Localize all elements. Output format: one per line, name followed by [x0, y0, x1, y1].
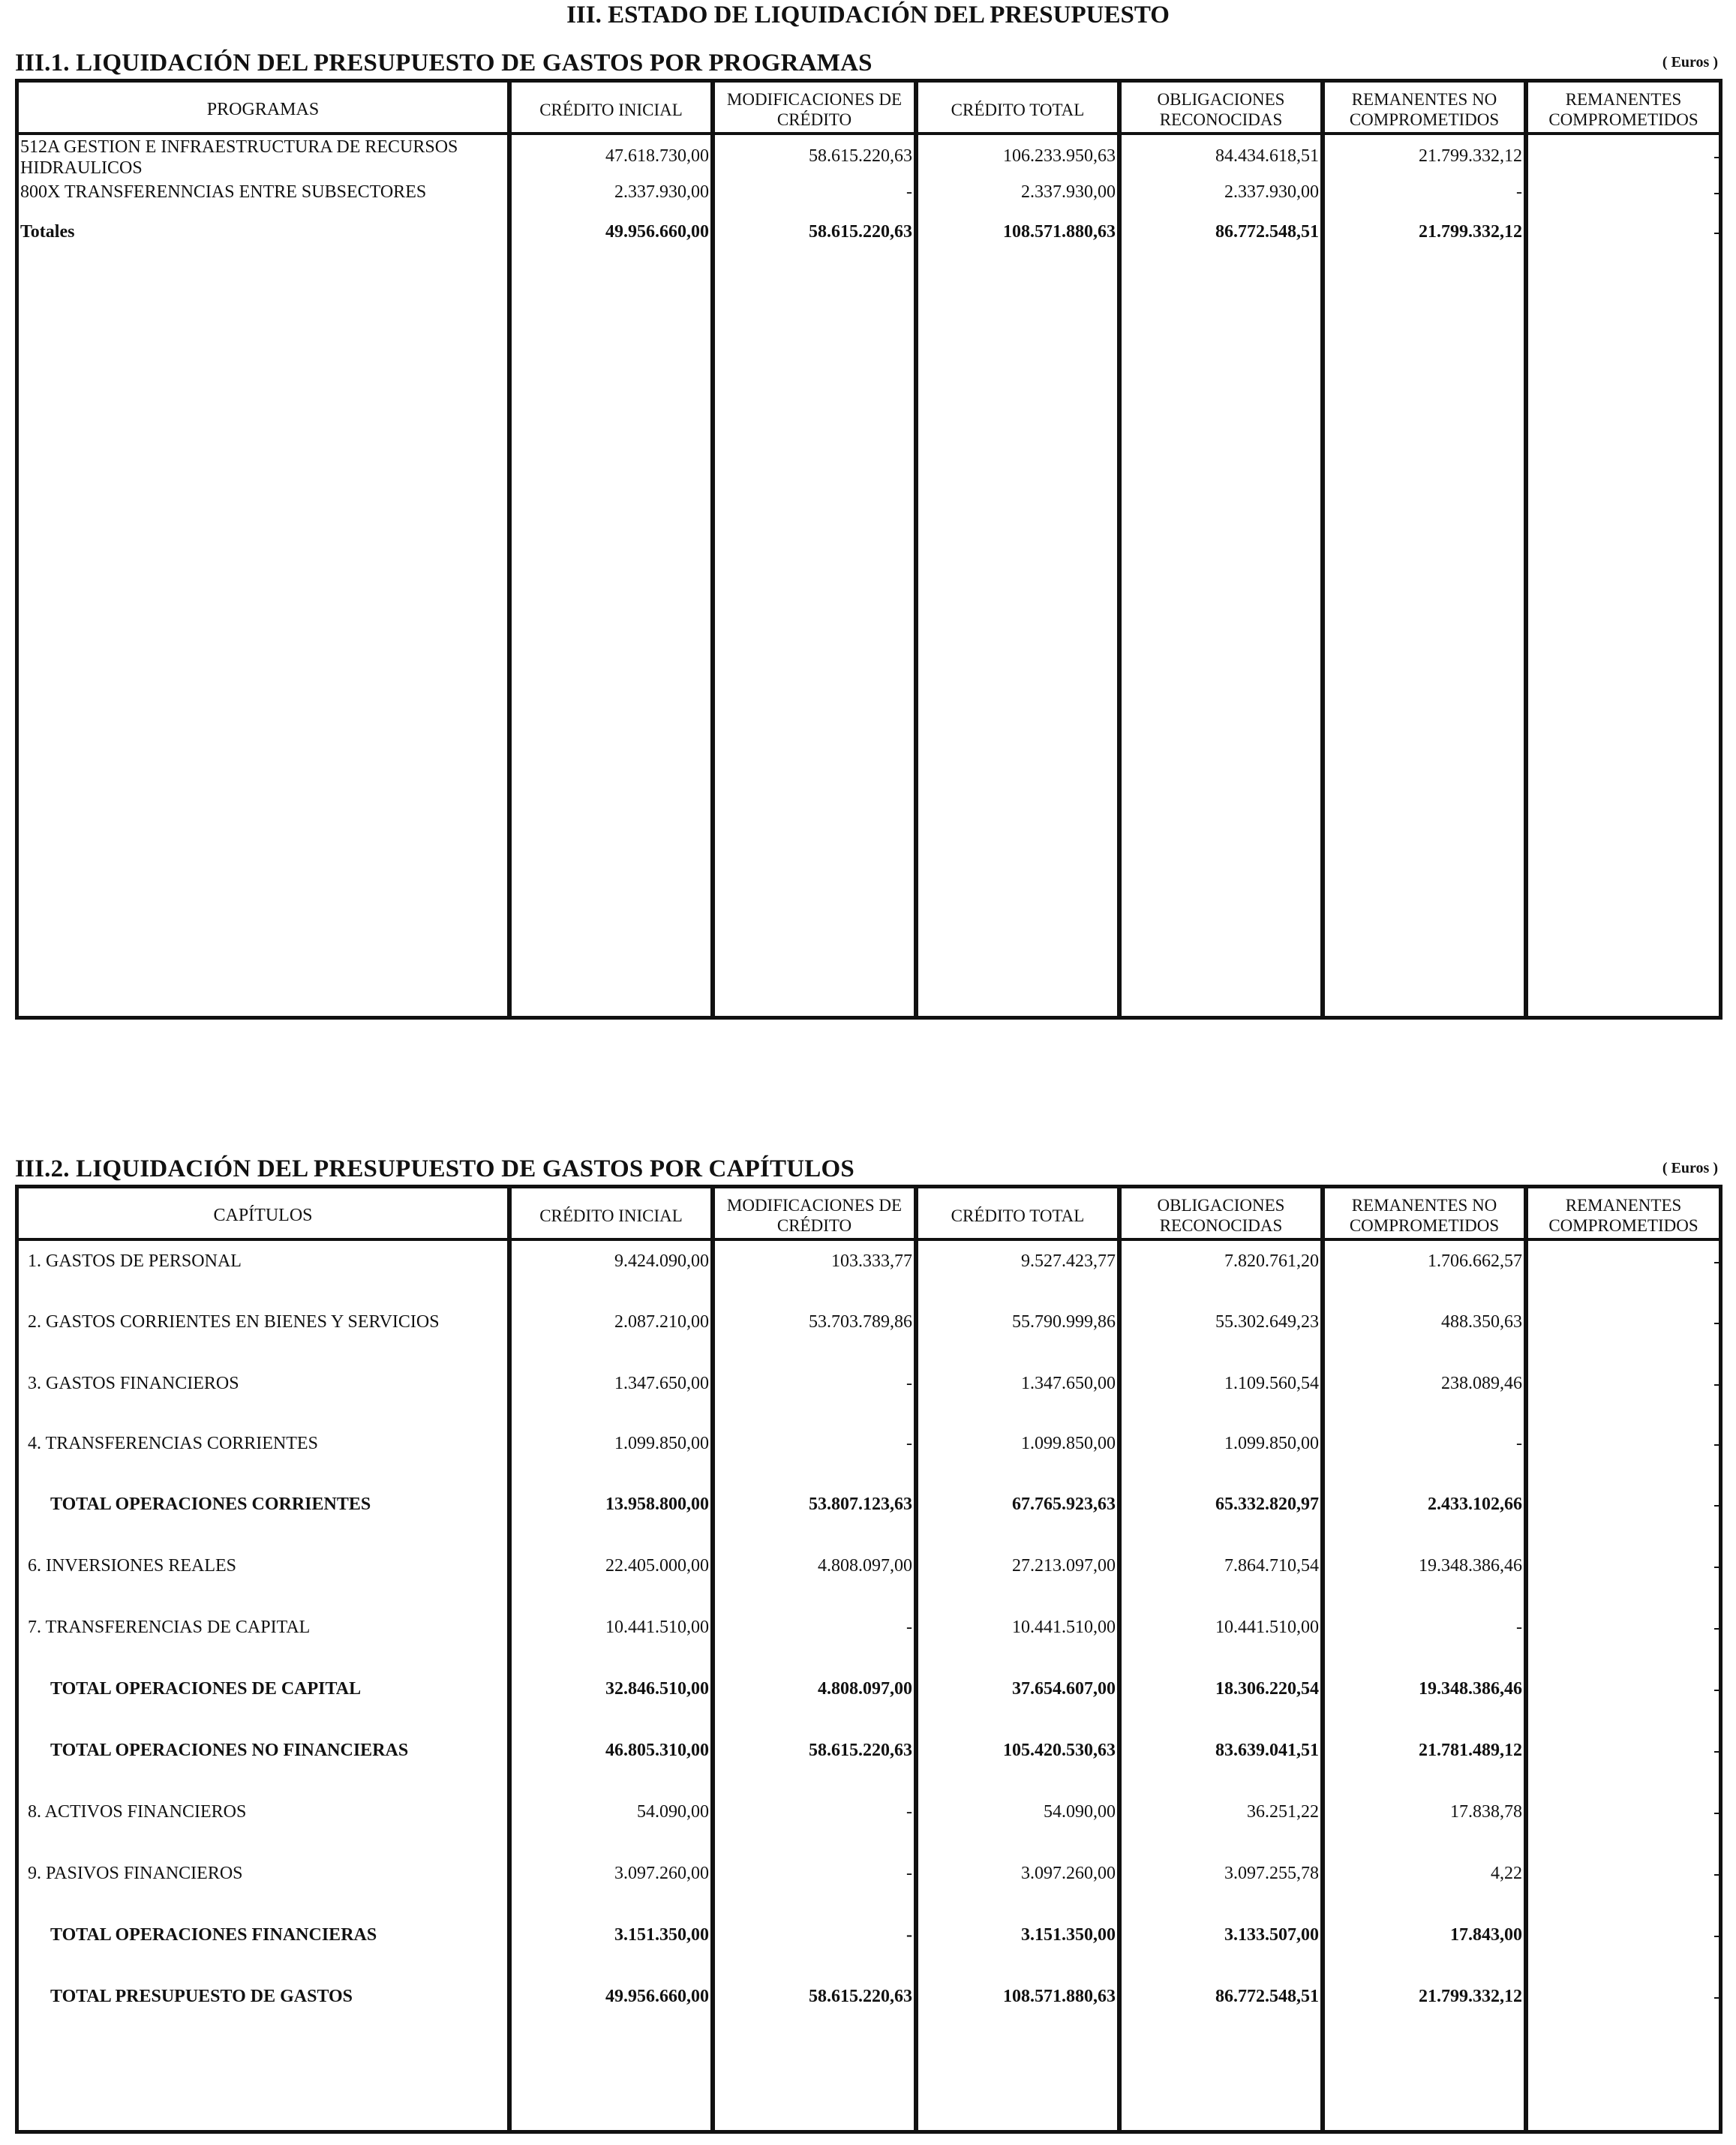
row-value: 37.654.607,00 — [1012, 1679, 1116, 1699]
row-value: - — [1516, 1434, 1522, 1453]
row-label: 2. GASTOS CORRIENTES EN BIENES Y SERVICIOS — [28, 1312, 440, 1332]
row-value: 2.337.930,00 — [1224, 182, 1319, 202]
column-header: OBLIGACIONES RECONOCIDAS — [1157, 90, 1285, 129]
table-row — [19, 1802, 1719, 1832]
row-value: 58.615.220,63 — [809, 1741, 912, 1760]
row-value: 488.350,63 — [1441, 1312, 1522, 1332]
row-value: 19.348.386,46 — [1419, 1556, 1522, 1576]
row-label: Totales — [20, 222, 75, 242]
row-value: 9.424.090,00 — [614, 1251, 709, 1271]
row-value: - — [906, 1864, 912, 1883]
row-value: 7.864.710,54 — [1224, 1556, 1319, 1576]
row-value: 21.781.489,12 — [1419, 1741, 1522, 1760]
row-value: 10.441.510,00 — [605, 1618, 709, 1637]
table-row — [19, 1251, 1719, 1281]
row-label: 6. INVERSIONES REALES — [28, 1556, 237, 1576]
table-row — [19, 1925, 1719, 1955]
column-header: PROGRAMAS — [206, 99, 320, 119]
row-value: 27.213.097,00 — [1012, 1556, 1116, 1576]
section1-title: III.1. LIQUIDACIÓN DEL PRESUPUESTO DE GASTOS POR PROGRAMAS — [15, 50, 873, 77]
row-value-dash — [1714, 1505, 1719, 1507]
table-row — [19, 182, 1719, 212]
row-value: 58.615.220,63 — [809, 146, 912, 166]
row-value-dash — [1714, 1444, 1719, 1446]
row-value: 3.097.255,78 — [1224, 1864, 1319, 1883]
row-value: 2.087.210,00 — [614, 1312, 709, 1332]
row-value: - — [906, 1374, 912, 1393]
table-row — [19, 1679, 1719, 1709]
column-header: CRÉDITO TOTAL — [951, 1206, 1085, 1225]
row-value: 58.615.220,63 — [809, 1987, 912, 2006]
row-value: 21.799.332,12 — [1419, 146, 1522, 166]
row-value: 103.333,77 — [831, 1251, 912, 1271]
header-divider — [19, 1238, 1719, 1241]
row-value: 55.302.649,23 — [1215, 1312, 1319, 1332]
row-value: - — [906, 1618, 912, 1637]
column-header: REMANENTES COMPROMETIDOS — [1548, 90, 1698, 129]
row-value: 53.807.123,63 — [809, 1495, 912, 1514]
row-label: 800X TRANSFERENNCIAS ENTRE SUBSECTORES — [20, 182, 427, 202]
row-value-dash — [1714, 1628, 1719, 1630]
column-header: REMANENTES COMPROMETIDOS — [1548, 1196, 1698, 1235]
row-value: 108.571.880,63 — [1003, 222, 1116, 242]
row-value: 4,22 — [1491, 1864, 1522, 1883]
row-value: 3.133.507,00 — [1224, 1925, 1319, 1945]
row-value: - — [1516, 182, 1522, 202]
chapters-table — [15, 1185, 1722, 2134]
row-value: - — [906, 182, 912, 202]
row-value-dash — [1714, 193, 1719, 194]
row-value: 1.347.650,00 — [614, 1374, 709, 1393]
row-value: 1.109.560,54 — [1224, 1374, 1319, 1393]
column-header: CRÉDITO INICIAL — [539, 1206, 683, 1225]
row-value: 13.958.800,00 — [605, 1495, 709, 1514]
table-row — [19, 222, 1719, 252]
row-value: 4.808.097,00 — [818, 1556, 912, 1576]
row-value: 3.151.350,00 — [1021, 1925, 1116, 1945]
row-value: 17.838,78 — [1450, 1802, 1522, 1822]
row-value: 54.090,00 — [637, 1802, 709, 1822]
row-value: 2.337.930,00 — [1021, 182, 1116, 202]
row-value: 47.618.730,00 — [605, 146, 709, 166]
row-value-dash — [1714, 1323, 1719, 1324]
row-value: 86.772.548,51 — [1215, 1987, 1319, 2006]
row-value: 55.790.999,86 — [1012, 1312, 1116, 1332]
row-value: 67.765.923,63 — [1012, 1495, 1116, 1514]
row-value-dash — [1714, 1813, 1719, 1814]
row-label: 512A GESTION E INFRAESTRUCTURA DE RECURSOS — [20, 137, 458, 157]
row-value-dash — [1714, 1936, 1719, 1937]
row-value: 54.090,00 — [1044, 1802, 1116, 1822]
row-value: 1.099.850,00 — [1224, 1434, 1319, 1453]
row-value: 32.846.510,00 — [605, 1679, 709, 1699]
row-label: 7. TRANSFERENCIAS DE CAPITAL — [28, 1618, 311, 1637]
table-row — [19, 1495, 1719, 1525]
table-row — [19, 1556, 1719, 1586]
table-row — [19, 1741, 1719, 1771]
table-row — [19, 1987, 1719, 2017]
row-value: 106.233.950,63 — [1003, 146, 1116, 166]
row-label: TOTAL OPERACIONES CORRIENTES — [50, 1495, 371, 1514]
row-value: 49.956.660,00 — [605, 222, 709, 242]
row-value: 3.097.260,00 — [614, 1864, 709, 1883]
row-value: 53.703.789,86 — [809, 1312, 912, 1332]
row-value: 36.251,22 — [1247, 1802, 1319, 1822]
column-header: REMANENTES NO COMPROMETIDOS — [1349, 1196, 1500, 1235]
row-value: 1.347.650,00 — [1021, 1374, 1116, 1393]
row-label: TOTAL OPERACIONES FINANCIERAS — [50, 1925, 377, 1945]
row-value: 19.348.386,46 — [1419, 1679, 1522, 1699]
row-value: 3.151.350,00 — [614, 1925, 709, 1945]
row-label-continued: HIDRAULICOS — [20, 158, 143, 178]
row-value: 84.434.618,51 — [1215, 146, 1319, 166]
row-value: 10.441.510,00 — [1012, 1618, 1116, 1637]
row-value: 2.337.930,00 — [614, 182, 709, 202]
table-row — [19, 1434, 1719, 1464]
table-row — [19, 137, 1719, 178]
header-divider — [19, 132, 1719, 135]
row-value: - — [906, 1434, 912, 1453]
row-value: 2.433.102,66 — [1428, 1495, 1522, 1514]
row-value-dash — [1714, 1690, 1719, 1691]
row-value: 21.799.332,12 — [1419, 1987, 1522, 2006]
row-value-dash — [1714, 1384, 1719, 1386]
row-value: 1.099.850,00 — [1021, 1434, 1116, 1453]
column-header: MODIFICACIONES DE CRÉDITO — [726, 90, 903, 129]
row-value: 86.772.548,51 — [1215, 222, 1319, 242]
column-header: CAPÍTULOS — [213, 1205, 313, 1225]
section2-unit-label: ( Euros ) — [1662, 1160, 1718, 1176]
row-value: 58.615.220,63 — [809, 222, 912, 242]
row-value: 22.405.000,00 — [605, 1556, 709, 1576]
row-value: 238.089,46 — [1441, 1374, 1522, 1393]
row-label: TOTAL PRESUPUESTO DE GASTOS — [50, 1987, 353, 2006]
row-value-dash — [1714, 1262, 1719, 1263]
row-value: 3.097.260,00 — [1021, 1864, 1116, 1883]
column-header: CRÉDITO TOTAL — [951, 100, 1085, 119]
table-row — [19, 1312, 1719, 1342]
row-value-dash — [1714, 157, 1719, 158]
column-header: MODIFICACIONES DE CRÉDITO — [726, 1196, 903, 1235]
column-header: REMANENTES NO COMPROMETIDOS — [1349, 90, 1500, 129]
row-label: TOTAL OPERACIONES NO FINANCIERAS — [50, 1741, 409, 1760]
table-row — [19, 1864, 1719, 1894]
row-value: 10.441.510,00 — [1215, 1618, 1319, 1637]
row-label: 9. PASIVOS FINANCIEROS — [28, 1864, 243, 1883]
programs-table — [15, 79, 1722, 1020]
row-label: 8. ACTIVOS FINANCIEROS — [28, 1802, 247, 1822]
row-value: 105.420.530,63 — [1003, 1741, 1116, 1760]
row-value: 65.332.820,97 — [1215, 1495, 1319, 1514]
row-value-dash — [1714, 1751, 1719, 1753]
row-value: 1.099.850,00 — [614, 1434, 709, 1453]
row-label: TOTAL OPERACIONES DE CAPITAL — [50, 1679, 362, 1699]
row-label: 1. GASTOS DE PERSONAL — [28, 1251, 242, 1271]
row-value: 83.639.041,51 — [1215, 1741, 1319, 1760]
row-value-dash — [1714, 1874, 1719, 1876]
row-value-dash — [1714, 1997, 1719, 1999]
row-value: 9.527.423,77 — [1021, 1251, 1116, 1271]
row-value: - — [906, 1925, 912, 1945]
table-row — [19, 1618, 1719, 1648]
row-label: 3. GASTOS FINANCIEROS — [28, 1374, 239, 1393]
table-row — [19, 1374, 1719, 1404]
page-title: III. ESTADO DE LIQUIDACIÓN DEL PRESUPUESTO — [566, 2, 1170, 29]
column-header: OBLIGACIONES RECONOCIDAS — [1157, 1196, 1285, 1235]
row-value: 46.805.310,00 — [605, 1741, 709, 1760]
row-value: 21.799.332,12 — [1419, 222, 1522, 242]
column-header: CRÉDITO INICIAL — [539, 100, 683, 119]
row-value: 108.571.880,63 — [1003, 1987, 1116, 2006]
row-value: - — [906, 1802, 912, 1822]
row-value-dash — [1714, 233, 1719, 234]
row-value: 4.808.097,00 — [818, 1679, 912, 1699]
row-value: 17.843,00 — [1450, 1925, 1522, 1945]
row-value: 49.956.660,00 — [605, 1987, 709, 2006]
row-value: - — [1516, 1618, 1522, 1637]
row-value: 18.306.220,54 — [1215, 1679, 1319, 1699]
row-value-dash — [1714, 1567, 1719, 1568]
row-value: 1.706.662,57 — [1428, 1251, 1522, 1271]
row-label: 4. TRANSFERENCIAS CORRIENTES — [28, 1434, 318, 1453]
section1-unit-label: ( Euros ) — [1662, 54, 1718, 71]
section2-title: III.2. LIQUIDACIÓN DEL PRESUPUESTO DE GASTOS POR CAPÍTULOS — [15, 1155, 854, 1182]
row-value: 7.820.761,20 — [1224, 1251, 1319, 1271]
